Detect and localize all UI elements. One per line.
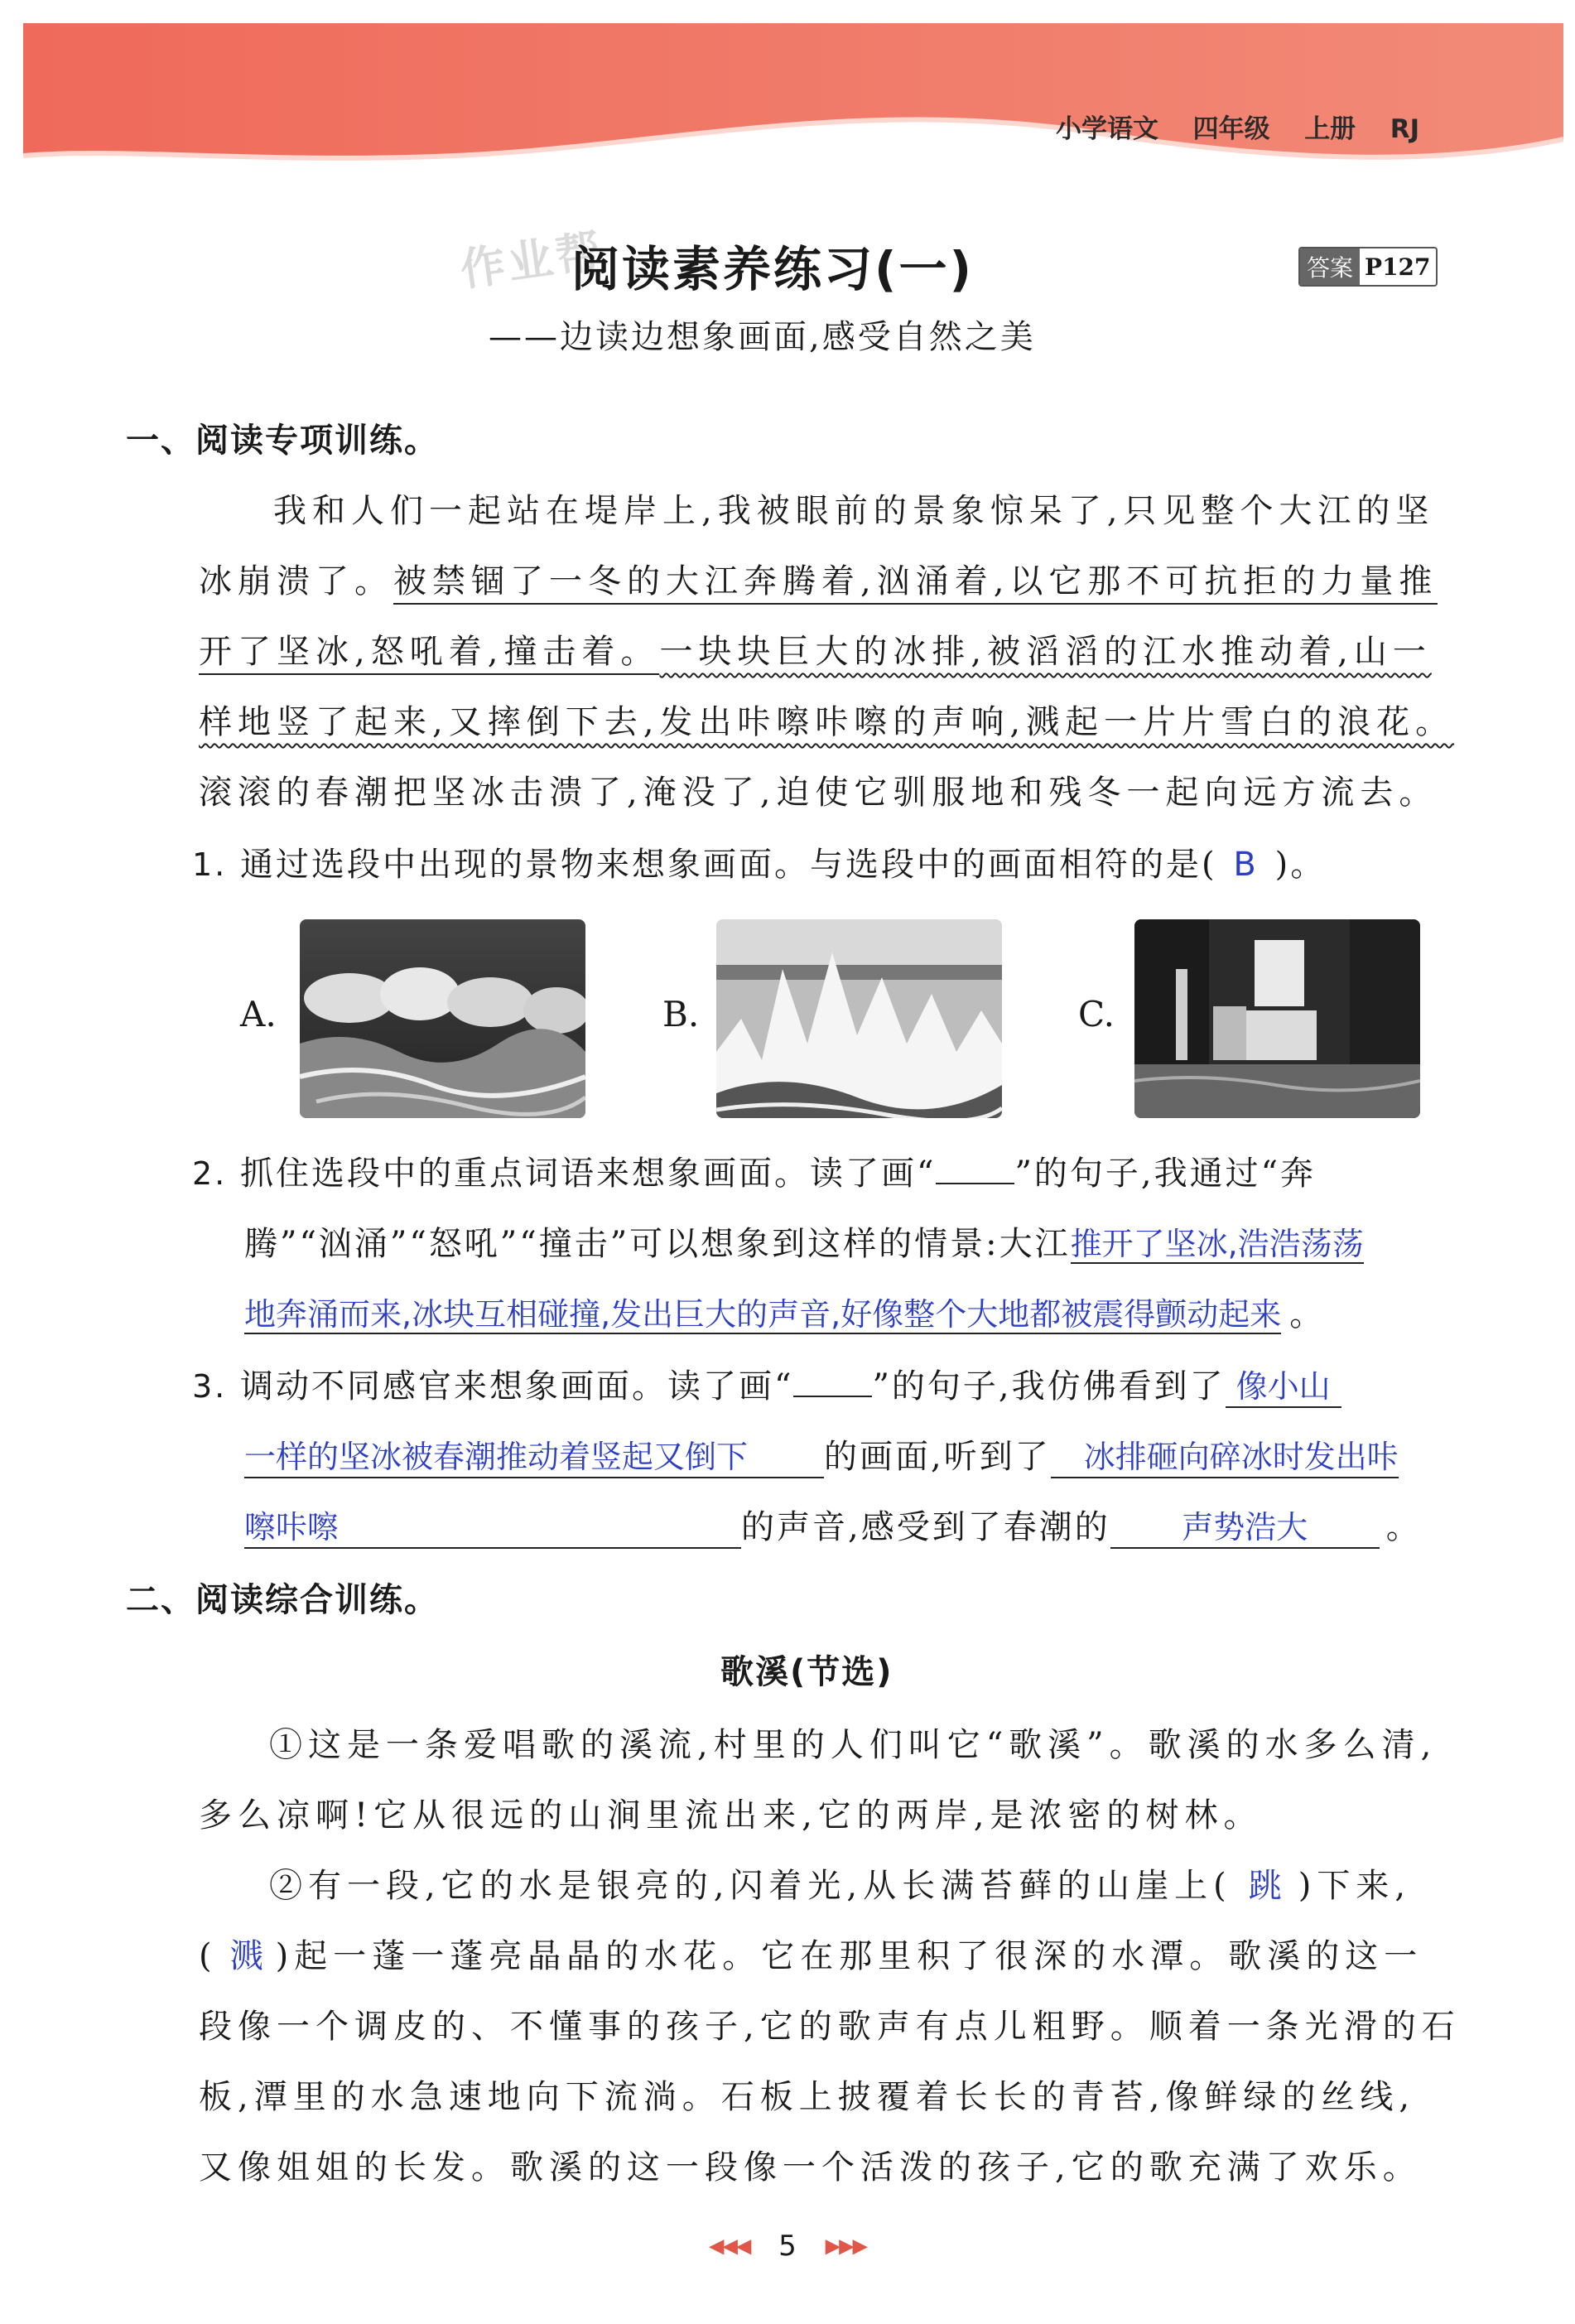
answer-text: 一样的坚冰被春潮推动着竖起又倒下 [244,1431,824,1478]
question-2-line3 [244,1288,1322,1335]
question-number: 3. [192,1368,228,1405]
question-text: ”的句子,我通过“奔 [1014,1155,1317,1193]
question-3 [192,1360,1341,1408]
answer-text: 推开了坚冰,浩浩荡荡 [1070,1226,1364,1262]
question-1 [192,838,1326,885]
question-text: 调动不同感官来想象画面。读了画“ [239,1367,794,1405]
answer-text: 声势浩大 [1110,1502,1380,1549]
volume: 上册 [1304,114,1356,144]
question-2-line2 [244,1217,1364,1265]
option-label-c: C. [1078,994,1115,1034]
question-text: 。 [1289,1295,1323,1333]
story-text: )起一蓬一蓬亮晶晶的水花。它在那里积了很深的水潭。歌溪的这一 [275,1937,1423,1975]
passage-line: 我和人们一起站在堤岸上,我被眼前的景象惊呆了,只见整个大江的坚 [273,492,1435,530]
question-text: 的声音,感受到了春潮的 [741,1508,1110,1546]
section-heading-2: 二、阅读综合训练。 [126,1581,439,1619]
answer-page: P127 [1365,253,1431,281]
question-2 [192,1147,1316,1194]
question-text: ”的句子,我仿佛看到了 [872,1367,1226,1405]
answer-text: 跳 [1248,1867,1282,1905]
question-text: 。 [1385,1508,1422,1546]
story-line: ( 溅 )起一蓬一蓬亮晶晶的水花。它在那里积了很深的水潭。歌溪的这一 [199,1930,1441,1977]
grade: 四年级 [1192,114,1270,144]
question-text: 腾”“汹涌”“怒吼”“撞击”可以想象到这样的情景:大江 [244,1225,1071,1263]
underlined-sentence-straight: 被禁锢了一冬的大江奔腾着,汹涌着,以它那不可抗拒的力量推 [393,562,1438,605]
story-line: 段像一个调皮的、不懂事的孩子,它的歌声有点儿粗野。顺着一条光滑的石 [199,2008,1461,2046]
question-text: 通过选段中出现的景物来想象画面。与选段中的画面相符的是( [239,846,1217,884]
underline-type-blank [936,1183,1014,1184]
story-text: )下来, [1298,1867,1412,1905]
story-text: ②有一段,它的水是银亮的,闪着光,从长满苔藓的山崖上( [269,1867,1232,1905]
passage-line [199,625,1441,673]
page-title: 阅读素养练习(一) [571,241,975,297]
left-arrows-icon: ◀◀◀ [708,2234,750,2258]
answer-text: 像小山 [1226,1361,1341,1408]
passage-text: 冰崩溃了。 [199,562,393,600]
passage-line: 滚滚的春潮把坚冰击溃了,淹没了,迫使它驯服地和残冬一起向远方流去。 [199,774,1438,812]
underlined-sentence-straight: 开了坚冰,怒吼着,撞击着。 [199,633,659,675]
answer-text: B [1233,846,1259,884]
answer-label: 答案 [1300,248,1360,285]
page-subtitle: ——边读边想象画面,感受自然之美 [489,318,1036,356]
question-text: )。 [1274,846,1327,884]
question-number: 1. [192,846,228,883]
option-image-ice-rocks [300,919,585,1118]
passage-line [199,555,1441,602]
underlined-sentence-wavy: 一块块巨大的冰排,被滔滔的江水推动着,山一 [659,633,1432,671]
story-line: 又像姐姐的长发。歌溪的这一段像一个活泼的孩子,它的歌充满了欢乐。 [199,2148,1422,2187]
question-3-line3 [244,1501,1422,1549]
answer-text: 地奔涌而来,冰块互相碰撞,发出巨大的声音,好像整个大地都被震得颤动起来 [244,1296,1282,1333]
question-text: 的画面,听到了 [824,1438,1051,1476]
answer-text: 冰排砸向碎冰时发出咔 [1051,1431,1399,1478]
question-number: 2. [192,1155,228,1192]
option-image-ice-waves [716,919,1002,1118]
option-image-waterfall [1134,919,1420,1118]
answer-text: 嚓咔嚓 [244,1502,741,1549]
question-text: 抓住选段中的重点词语来想象画面。读了画“ [239,1155,937,1193]
question-3-line2 [244,1430,1399,1478]
header-banner [23,23,1563,189]
option-label-b: B. [662,994,700,1034]
page-number: 5 [778,2229,797,2263]
right-arrows-icon: ▶▶▶ [825,2234,866,2258]
watermark-logo: 作业帮 [457,224,608,297]
story-line: ①这是一条爱唱歌的溪流,村里的人们叫它“歌溪”。歌溪的水多么清, [269,1726,1438,1764]
edition: RJ [1390,114,1420,144]
underlined-sentence-wavy: 样地竖了起来,又摔倒下去,发出咔嚓咔嚓的声响,溅起一片片雪白的浪花。 [199,703,1455,741]
section-heading-1: 一、阅读专项训练。 [126,422,439,460]
option-label-a: A. [240,994,277,1034]
page-footer [0,2228,1575,2263]
underline-type-blank [793,1396,872,1397]
subject: 小学语文 [1056,114,1158,144]
story-title: 歌溪(节选) [720,1653,893,1691]
story-line: 多么凉啊!它从很远的山涧里流出来,它的两岸,是浓密的树林。 [199,1796,1263,1835]
passage-line [199,696,1455,743]
header-info [1056,108,1419,145]
answer-badge [1298,247,1438,287]
story-line: 板,潭里的水急速地向下流淌。石板上披覆着长长的青苔,像鲜绿的丝线, [199,2078,1416,2116]
story-line [269,1859,1445,1907]
answer-text: 溅 [229,1937,263,1975]
